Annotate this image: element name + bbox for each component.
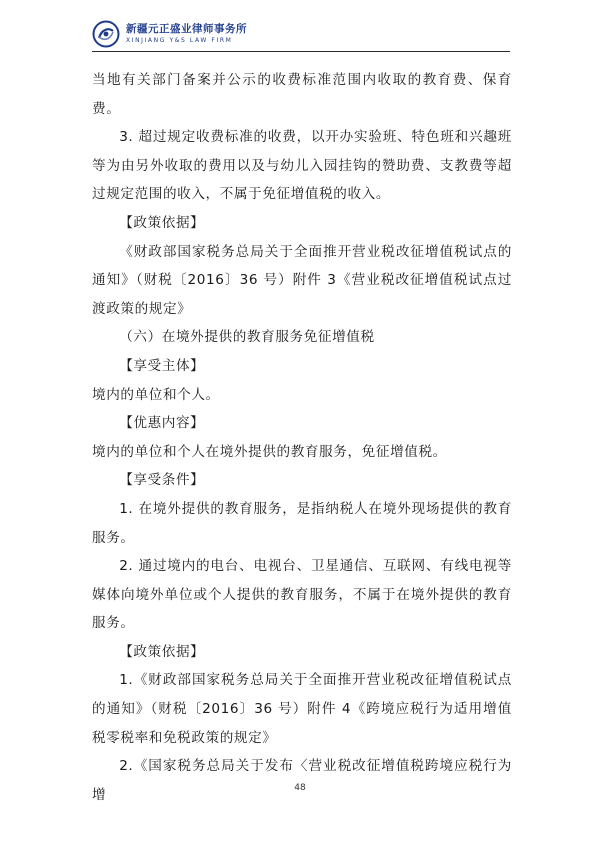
page-header [92, 18, 512, 50]
document-body [92, 66, 512, 809]
paragraph-policy-reference-1: 1.《财政部国家税务总局关于全面推开营业税改征增值税试点的通知》（财税〔2016〕36 号）附件 4《跨境应税行为适用增值税零税率和免税政策的规定》 [92, 672, 512, 746]
header-divider [92, 51, 510, 52]
firm-logo-icon [92, 20, 120, 48]
section-heading-policy-basis-2: 【政策依据】 [119, 643, 205, 660]
paragraph-item-3: 3. 超过规定收费标准的收费，以开办实验班、特色班和兴趣班等为由另外收取的费用以及与幼儿入园挂钩的赞助费、支教费等超过规定范围的收入，不属于免征增值税的收入。 [92, 129, 512, 203]
section-heading-preference: 【优惠内容】 [119, 415, 205, 432]
firm-brand [126, 24, 247, 44]
section-heading-beneficiary: 【享受主体】 [119, 357, 205, 374]
paragraph-policy-reference: 《财政部国家税务总局关于全面推开营业税改征增值税试点的通知》（财税〔2016〕36 号）附件 3《营业税改征增值税试点过渡政策的规定》 [92, 243, 512, 317]
section-heading-conditions: 【享受条件】 [119, 472, 205, 489]
paragraph-preference: 境内的单位和个人在境外提供的教育服务，免征增值税。 [92, 443, 447, 460]
page-number: 48 [294, 783, 306, 793]
paragraph-beneficiary: 境内的单位和个人。 [92, 386, 220, 403]
section-title-overseas-education: （六）在境外提供的教育服务免征增值税 [119, 329, 375, 346]
section-heading-policy-basis: 【政策依据】 [119, 214, 205, 231]
paragraph-condition-1: 1. 在境外提供的教育服务，是指纳税人在境外现场提供的教育服务。 [92, 500, 512, 546]
paragraph-continuation: 当地有关部门备案并公示的收费标准范围内收取的教育费、保育费。 [92, 72, 512, 117]
firm-name-cn: 新疆元正盛业律师事务所 [126, 23, 247, 36]
paragraph-condition-2: 2. 通过境内的电台、电视台、卫星通信、互联网、有线电视等媒体向境外单位或个人提供的教育服务，不属于在境外提供的教育服务。 [92, 558, 512, 632]
firm-name-en: XINJIANG Y&S LAW FIRM [126, 36, 233, 44]
paragraph-policy-reference-2: 2.《国家税务总局关于发布〈营业税改征增值税跨境应税行为增 [92, 758, 512, 803]
